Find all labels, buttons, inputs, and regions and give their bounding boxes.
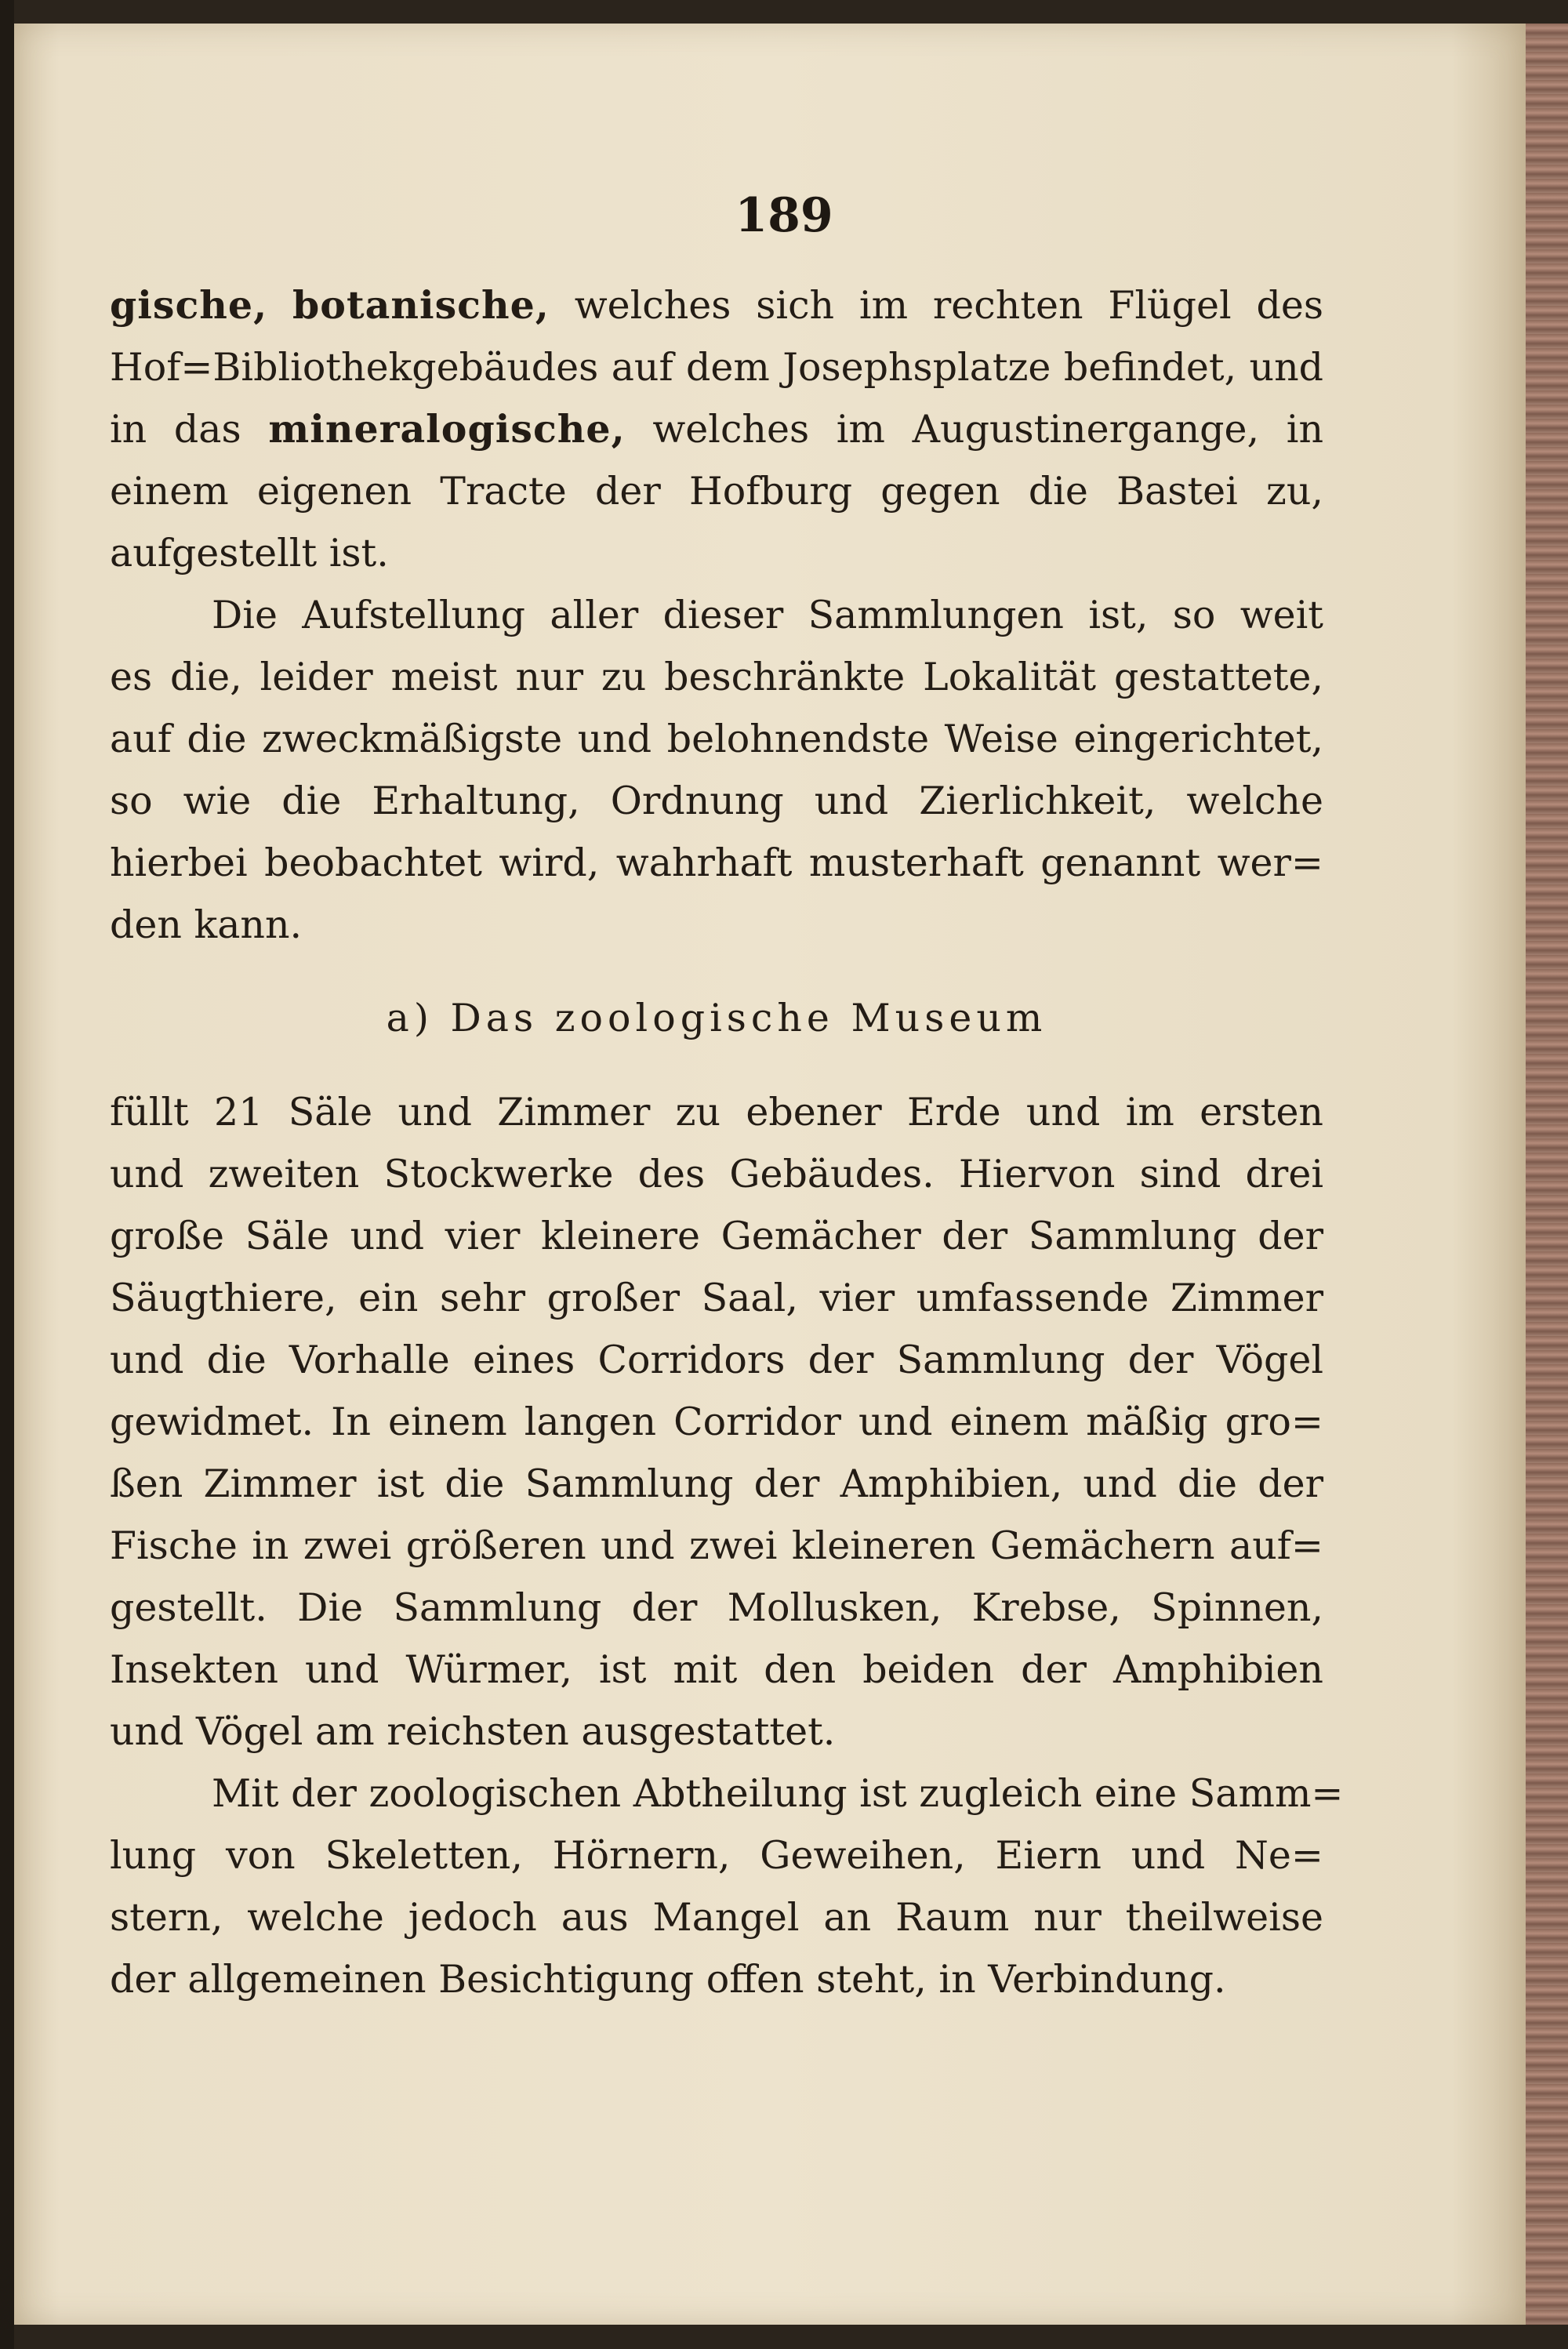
text-line: Säugthiere, ein sehr großer Saal, vier umfassende Zimmer: [110, 1276, 1323, 1320]
text-line: gewidmet. In einem langen Corridor und einem mäßig gro=: [110, 1400, 1323, 1444]
text-line: Fische in zwei größeren und zwei kleineren Gemächern auf=: [110, 1523, 1323, 1568]
text-line: Mit der zoologischen Abtheilung ist zugleich eine Samm=: [212, 1771, 1344, 1816]
text-line: und die Vorhalle eines Corridors der Sammlung der Vögel: [110, 1338, 1323, 1382]
text-line: aufgestellt ist.: [110, 531, 389, 575]
text-fragment: in das: [110, 407, 241, 452]
text-line: so wie die Erhaltung, Ordnung und Zierlichkeit, welche: [110, 779, 1323, 823]
page-body: [110, 274, 1344, 2010]
text-line: auf die zweckmäßigste und belohnendste Weise eingerichtet,: [110, 717, 1323, 761]
text-line: stern, welche jedoch aus Mangel an Raum nur theilweise: [110, 1895, 1323, 1940]
text-line: hierbei beobachtet wird, wahrhaft musterhaft genannt wer=: [110, 840, 1323, 885]
paragraph-continued: [110, 274, 1323, 584]
paragraph: [110, 1763, 1344, 2010]
text-line: füllt 21 Säle und Zimmer zu ebener Erde und im ersten: [110, 1090, 1323, 1135]
text-line: Insekten und Würmer, ist mit den beiden der Amphibien: [110, 1647, 1323, 1692]
text-line: und Vögel am reichsten ausgestattet.: [110, 1709, 836, 1754]
bold-term: gische,: [110, 282, 268, 328]
text-line: es die, leider meist nur zu beschränkte Lokalität gestattete,: [110, 655, 1323, 699]
text-line: gestellt. Die Sammlung der Mollusken, Krebse, Spinnen,: [110, 1585, 1323, 1630]
text-line: und zweiten Stockwerke des Gebäudes. Hiervon sind drei: [110, 1152, 1323, 1196]
text-line: den kann.: [110, 902, 303, 947]
text-line: einem eigenen Tracte der Hofburg gegen die Bastei zu,: [110, 469, 1323, 514]
text-fragment: welches im Augustinergange, in: [652, 407, 1324, 452]
text-line: der allgemeinen Besichtigung offen steht, in Verbindung.: [110, 1957, 1226, 2002]
book-edge-marbled: [1526, 24, 1568, 2325]
text-line: [110, 274, 1323, 336]
section-heading: a) Das zoologische Museum: [386, 996, 1047, 1040]
page-number: 189: [735, 188, 833, 243]
text-line: [110, 398, 1323, 460]
text-fragment: welches sich im rechten Flügel des: [574, 283, 1323, 328]
book-spine-shadow: [0, 0, 14, 2349]
bold-term: botanische,: [292, 282, 550, 328]
text-line: Die Aufstellung aller dieser Sammlungen ist, so weit: [212, 593, 1323, 637]
text-line: Hof=Bibliothekgebäudes auf dem Josephsplatze befindet, und: [110, 345, 1323, 390]
bold-term: mineralogische,: [268, 406, 626, 452]
text-line: ßen Zimmer ist die Sammlung der Amphibien, und die der: [110, 1461, 1323, 1506]
text-line: große Säle und vier kleinere Gemächer der Sammlung der: [110, 1214, 1323, 1258]
paragraph: [110, 584, 1323, 956]
text-line: lung von Skeletten, Hörnern, Geweihen, Eiern und Ne=: [110, 1833, 1323, 1878]
paragraph: [110, 1081, 1323, 1763]
